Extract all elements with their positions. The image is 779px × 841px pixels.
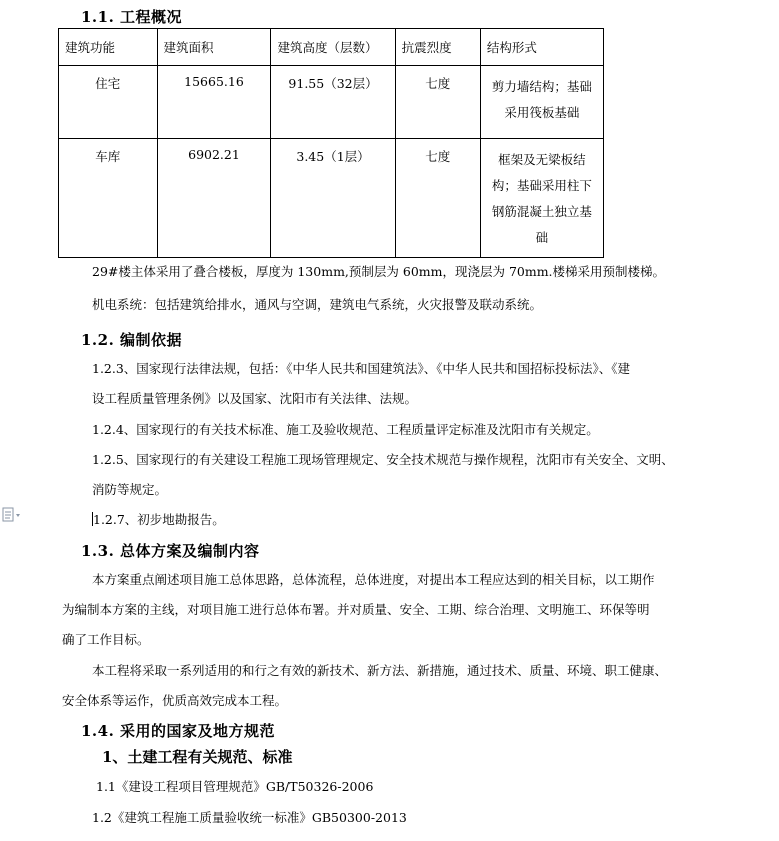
cell-function: 车库 xyxy=(59,139,158,258)
cell-seismic: 七度 xyxy=(395,66,480,139)
basis-item-1-2-7-wrap xyxy=(92,505,225,535)
plan-para-2: 本工程将采取一系列适用的和行之有效的新技术、新方法、新措施，通过技术、质量、环境、职工健康、 xyxy=(92,663,668,678)
plan-para-1-cont: 为编制本方案的主线，对项目施工进行总体布署。并对质量、安全、工期、综合治理、文明施工、环保等明 xyxy=(62,602,650,617)
basis-item-1-2-7: 1.2.7、初步地勘报告。 xyxy=(93,512,225,527)
structure-line: 采用筏板基础 xyxy=(504,105,580,120)
header-building-area: 建筑面积 xyxy=(157,29,271,66)
cell-structure xyxy=(480,139,603,258)
norms-subheading: 1、土建工程有关规范、标准 xyxy=(102,748,293,766)
norm-item-1-1: 1.1《建设工程项目管理规范》GB/T50326-2006 xyxy=(96,779,374,794)
section-title-plan: 1.3. 总体方案及编制内容 xyxy=(81,542,260,560)
cell-height: 91.55（32层） xyxy=(271,66,395,139)
plan-para-1: 本方案重点阐述项目施工总体思路，总体流程，总体进度，对提出本工程应达到的相关目标，以工期作 xyxy=(92,572,655,587)
cell-area: 15665.16 xyxy=(157,66,271,139)
section-title-overview: 1.1. 工程概况 xyxy=(81,8,183,26)
section-title-norms: 1.4. 采用的国家及地方规范 xyxy=(81,722,276,740)
table-header-row xyxy=(59,29,604,66)
document-paragraph-icon[interactable] xyxy=(2,507,22,526)
cell-area: 6902.21 xyxy=(157,139,271,258)
basis-item-1-2-5: 1.2.5、国家现行的有关建设工程施工现场管理规定、安全技术规范与操作规程，沈阳市有关安全、文明、 xyxy=(92,452,674,467)
basis-item-1-2-5-cont: 消防等规定。 xyxy=(92,482,168,497)
cell-seismic: 七度 xyxy=(395,139,480,258)
section-title-basis: 1.2. 编制依据 xyxy=(81,331,183,349)
paragraph-mep-systems: 机电系统：包括建筑给排水，通风与空调，建筑电气系统，火灾报警及联动系统。 xyxy=(92,297,543,312)
paragraph-floor-slab: 29#楼主体采用了叠合楼板，厚度为 130mm,预制层为 60mm，现浇层为 70mm.楼梯采用预制楼梯。 xyxy=(92,264,666,279)
cell-function: 住宅 xyxy=(59,66,158,139)
structure-line: 框架及无梁板结 xyxy=(498,152,586,167)
header-building-height: 建筑高度（层数） xyxy=(271,29,395,66)
basis-item-1-2-4: 1.2.4、国家现行的有关技术标准、施工及验收规范、工程质量评定标准及沈阳市有关规定。 xyxy=(92,422,599,437)
structure-line: 构；基础采用柱下 xyxy=(491,178,592,193)
project-overview-table xyxy=(58,28,604,258)
basis-item-1-2-3-cont: 设工程质量管理条例》以及国家、沈阳市有关法律、法规。 xyxy=(92,391,418,406)
table-row xyxy=(59,66,604,139)
structure-line: 钢筋混凝土独立基 xyxy=(491,204,592,219)
header-seismic-intensity: 抗震烈度 xyxy=(395,29,480,66)
basis-item-1-2-3: 1.2.3、国家现行法律法规，包括：《中华人民共和国建筑法》、《中华人民共和国招标投标法》、《建 xyxy=(92,361,631,376)
structure-line: 础 xyxy=(535,230,549,245)
header-structure-type: 结构形式 xyxy=(480,29,603,66)
cell-structure xyxy=(480,66,603,139)
cell-height: 3.45（1层） xyxy=(271,139,395,258)
table-row xyxy=(59,139,604,258)
structure-line: 剪力墙结构；基础 xyxy=(491,79,592,94)
header-building-function: 建筑功能 xyxy=(59,29,158,66)
plan-para-1-cont2: 确了工作目标。 xyxy=(62,632,150,647)
norm-item-1-2: 1.2《建筑工程施工质量验收统一标准》GB50300-2013 xyxy=(92,810,407,825)
plan-para-2-cont: 安全体系等运作，优质高效完成本工程。 xyxy=(62,693,288,708)
